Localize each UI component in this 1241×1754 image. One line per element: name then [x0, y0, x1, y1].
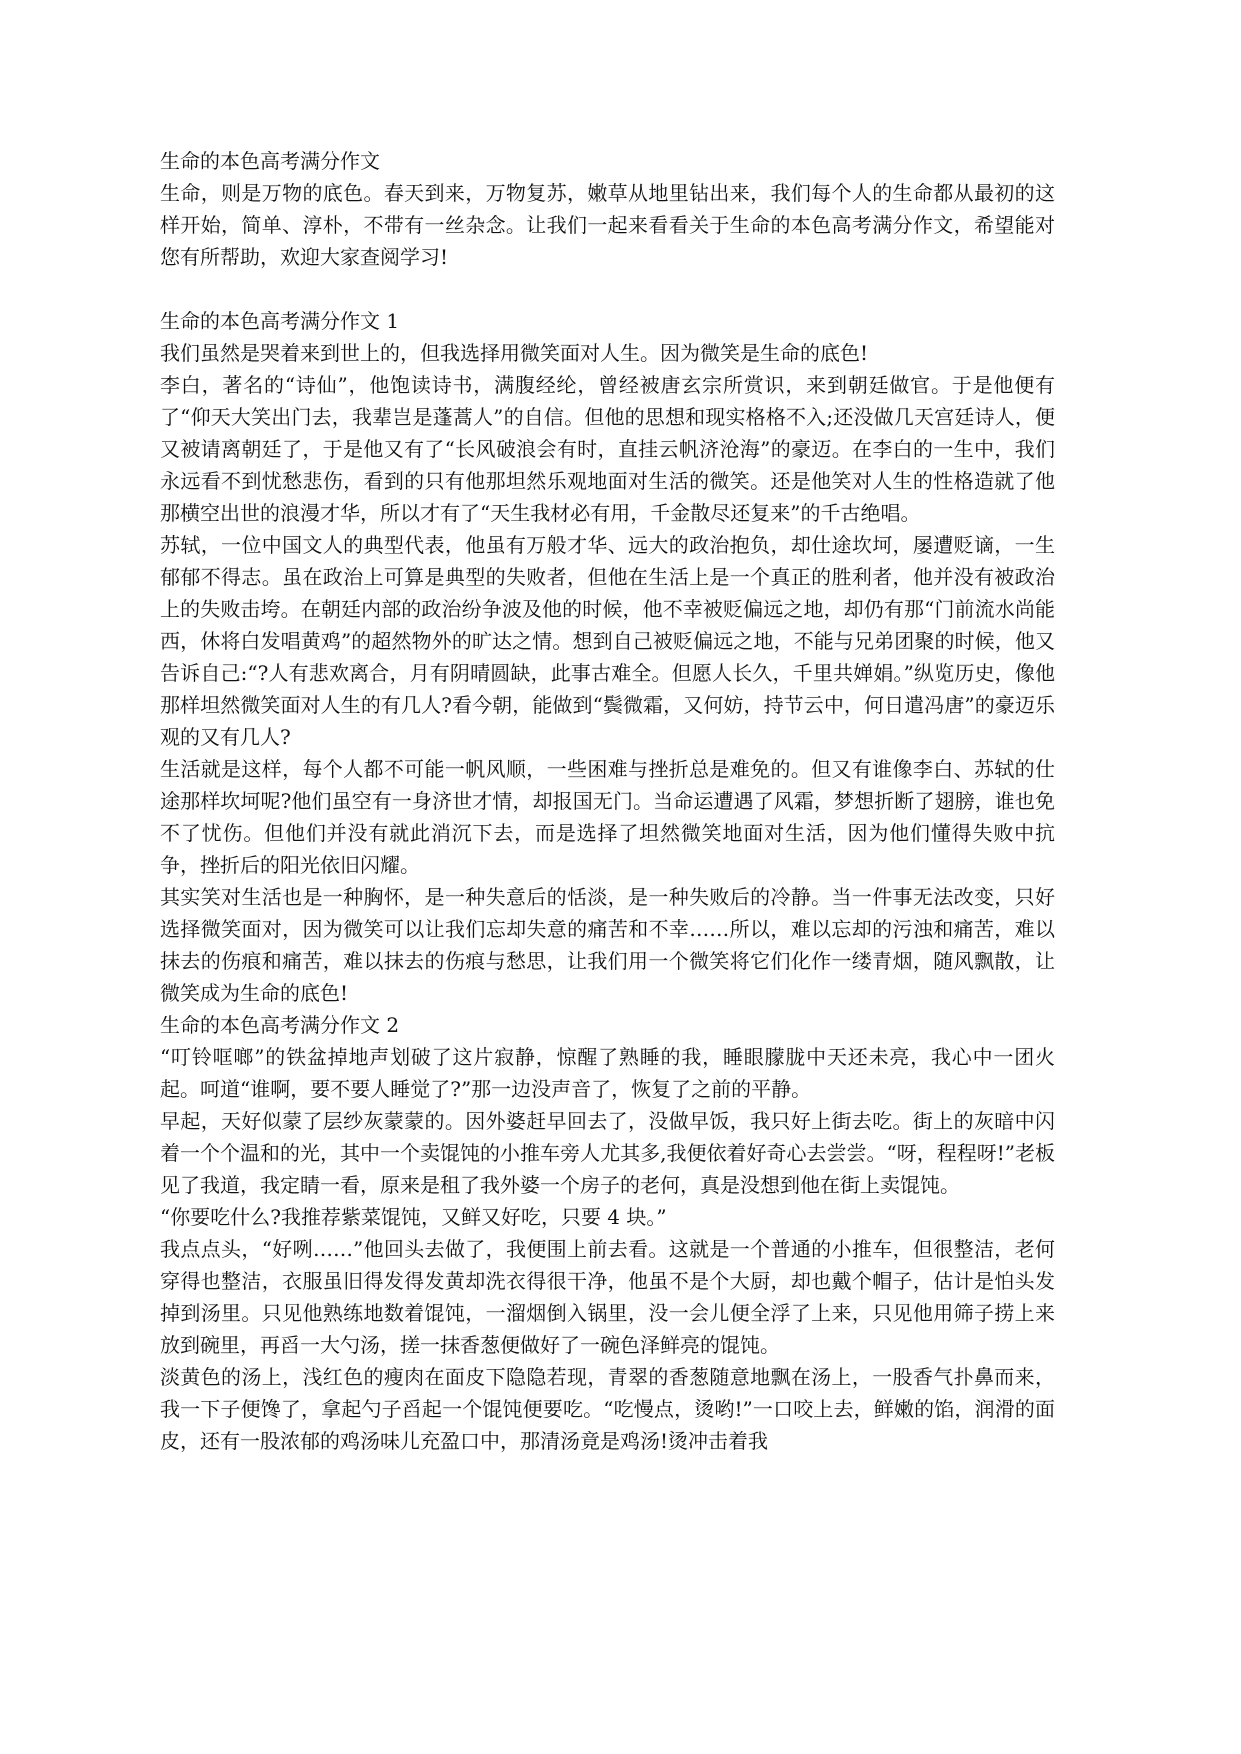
essay-2-paragraph: “你要吃什么?我推荐紫菜馄饨，又鲜又好吃，只要 4 块。” — [160, 1205, 667, 1229]
blank-line — [160, 273, 1055, 305]
essay-2-paragraph: 我点点头，“好咧……”他回头去做了，我便围上前去看。这就是一个普通的小推车，但很整洁，老何穿得也整洁，衣服虽旧得发得发黄却洗衣得很干净，他虽不是个大厨，却也戴个帽子，估计是怕头发掉到汤里。只见他熟练地数着馄饨，一溜烟倒入锅里，没一会儿便全浮了上来，只见他用筛子捞上来放到碗里，再舀一大勺汤，搓一抹香葱便做好了一碗色泽鲜亮的馄饨。 — [160, 1237, 1055, 1357]
essay-1-heading: 生命的本色高考满分作文 1 — [160, 309, 400, 333]
essay-1-paragraph: 李白，著名的“诗仙”，他饱读诗书，满腹经纶，曾经被唐玄宗所赏识，来到朝廷做官。于是他便有了“仰天大笑出门去，我辈岂是蓬蒿人”的自信。但他的思想和现实格格不入;还没做几天宫廷诗人，便又被请离朝廷了，于是他又有了“长风破浪会有时，直挂云帆济沧海”的豪迈。在李白的一生中，我们永远看不到忧愁悲伤，看到的只有他那坦然乐观地面对生活的微笑。还是他笑对人生的性格造就了他那横空出世的浪漫才华，所以才有了“天生我材必有用，千金散尽还复来”的千古绝唱。 — [160, 373, 1055, 525]
document-title: 生命的本色高考满分作文 — [160, 149, 380, 173]
document-body — [160, 145, 1055, 1457]
essay-1-paragraph: 其实笑对生活也是一种胸怀，是一种失意后的恬淡，是一种失败后的冷静。当一件事无法改变，只好选择微笑面对，因为微笑可以让我们忘却失意的痛苦和不幸……所以，难以忘却的污浊和痛苦，难以抹去的伤痕和痛苦，难以抹去的伤痕与愁思，让我们用一个微笑将它们化作一缕青烟，随风飘散，让微笑成为生命的底色! — [160, 885, 1055, 1005]
essay-2-heading: 生命的本色高考满分作文 2 — [160, 1013, 400, 1037]
essay-2-paragraph: “叮铃哐啷”的铁盆掉地声划破了这片寂静，惊醒了熟睡的我，睡眼朦胧中天还未亮，我心中一团火起。呵道“谁啊，要不要人睡觉了?”那一边没声音了，恢复了之前的平静。 — [160, 1045, 1055, 1101]
essay-1-paragraph: 苏轼，一位中国文人的典型代表，他虽有万般才华、远大的政治抱负，却仕途坎坷，屡遭贬谪，一生郁郁不得志。虽在政治上可算是典型的失败者，但他在生活上是一个真正的胜利者，他并没有被政治上的失败击垮。在朝廷内部的政治纷争波及他的时候，他不幸被贬偏远之地，却仍有那“门前流水尚能西，休将白发唱黄鸡”的超然物外的旷达之情。想到自己被贬偏远之地，不能与兄弟团聚的时候，他又告诉自己:“?人有悲欢离合，月有阴晴圆缺，此事古难全。但愿人长久，千里共婵娟。”纵览历史，像他那样坦然微笑面对人生的有几人?看今朝，能做到“鬓微霜，又何妨，持节云中，何日遣冯唐”的豪迈乐观的又有几人? — [160, 533, 1055, 749]
intro-paragraph: 生命，则是万物的底色。春天到来，万物复苏，嫩草从地里钻出来，我们每个人的生命都从最初的这样开始，简单、淳朴，不带有一丝杂念。让我们一起来看看关于生命的本色高考满分作文，希望能对您有所帮助，欢迎大家查阅学习! — [160, 181, 1055, 269]
essay-2-paragraph: 淡黄色的汤上，浅红色的瘦肉在面皮下隐隐若现，青翠的香葱随意地飘在汤上，一股香气扑鼻而来，我一下子便馋了，拿起勺子舀起一个馄饨便要吃。“吃慢点，烫哟!”一口咬上去，鲜嫩的馅，润滑的面皮，还有一股浓郁的鸡汤味儿充盈口中，那清汤竟是鸡汤!烫冲击着我 — [160, 1365, 1055, 1453]
essay-1-paragraph: 我们虽然是哭着来到世上的，但我选择用微笑面对人生。因为微笑是生命的底色! — [160, 341, 869, 365]
essay-2-paragraph: 早起，天好似蒙了层纱灰蒙蒙的。因外婆赶早回去了，没做早饭，我只好上街去吃。街上的灰暗中闪着一个个温和的光，其中一个卖馄饨的小推车旁人尤其多,我便依着好奇心去尝尝。“呀，程程呀!”老板见了我道，我定睛一看，原来是租了我外婆一个房子的老何，真是没想到他在街上卖馄饨。 — [160, 1109, 1055, 1197]
essay-1-paragraph: 生活就是这样，每个人都不可能一帆风顺，一些困难与挫折总是难免的。但又有谁像李白、苏轼的仕途那样坎坷呢?他们虽空有一身济世才情，却报国无门。当命运遭遇了风霜，梦想折断了翅膀，谁也免不了忧伤。但他们并没有就此消沉下去，而是选择了坦然微笑地面对生活，因为他们懂得失败中抗争，挫折后的阳光依旧闪耀。 — [160, 757, 1055, 877]
